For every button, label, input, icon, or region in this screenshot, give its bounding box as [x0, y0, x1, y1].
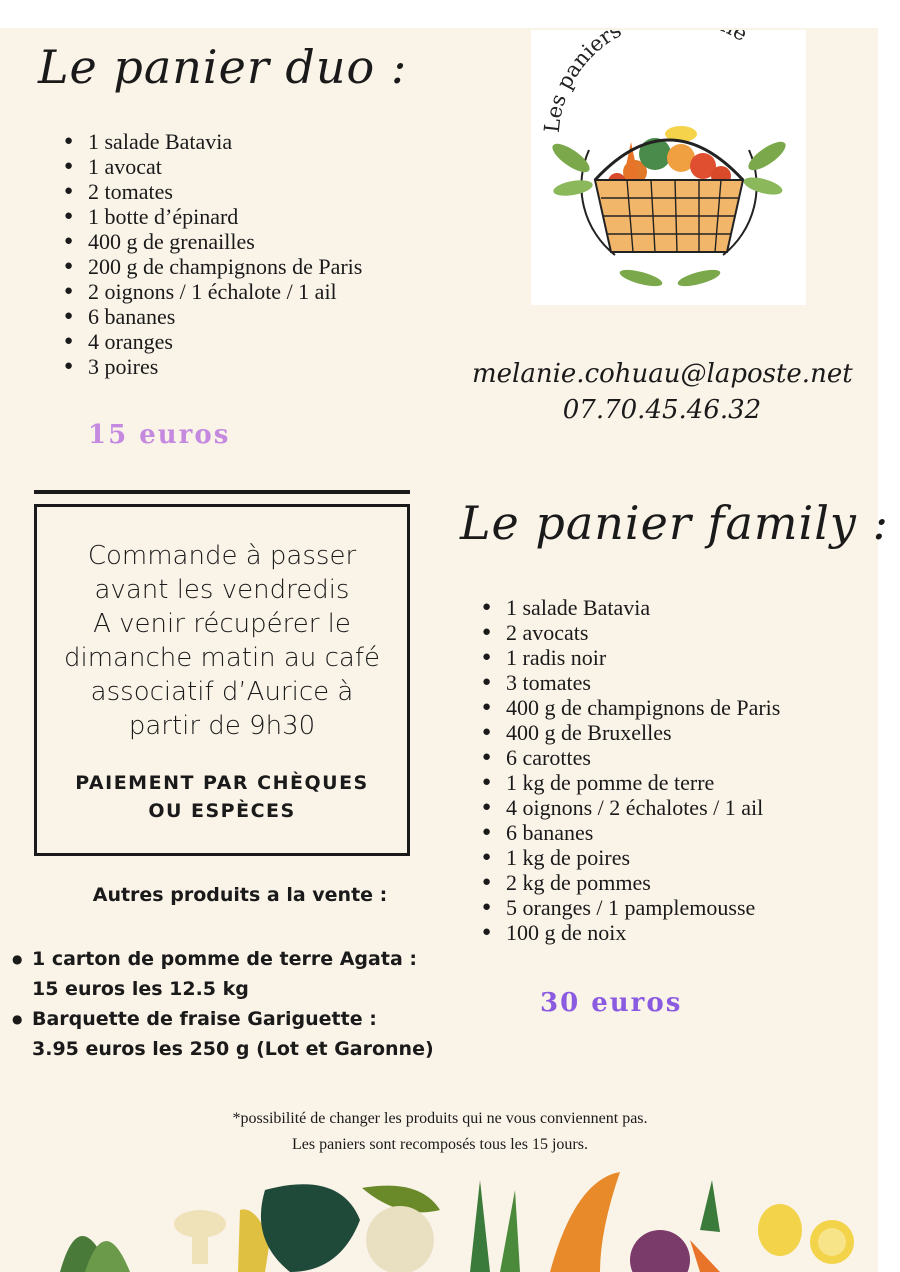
order-info-text — [37, 539, 407, 743]
panier-family-title: Le panier family : — [460, 496, 890, 550]
order-line: avant les vendredis — [94, 575, 350, 605]
order-line: Commande à passer — [87, 541, 357, 571]
list-item: ● 5 oranges / 1 pamplemousse — [506, 895, 780, 920]
product-name: ● Barquette de fraise Gariguette : — [32, 1008, 377, 1030]
product-price: 3.95 euros les 250 g (Lot et Garonne) — [32, 1038, 434, 1060]
list-item: ● 1 radis noir — [506, 645, 780, 670]
list-item: ● 2 avocats — [506, 620, 780, 645]
list-item: ● 6 carottes — [506, 745, 780, 770]
list-item: ● 1 kg de pomme de terre — [506, 770, 780, 795]
list-item: ● 1 avocat — [88, 154, 362, 179]
product-price: 15 euros les 12.5 kg — [32, 978, 249, 1000]
panier-duo-price: 15 euros — [88, 420, 231, 450]
order-line: associatif d’Aurice à — [90, 677, 354, 707]
list-item: ● 200 g de champignons de Paris — [88, 254, 362, 279]
panier-family-list — [482, 595, 780, 945]
list-item: ● 1 kg de poires — [506, 845, 780, 870]
list-item: ● 2 tomates — [88, 179, 362, 204]
contact-block — [472, 356, 852, 428]
order-info-box — [34, 504, 410, 856]
list-item: ● 4 oignons / 2 échalotes / 1 ail — [506, 795, 780, 820]
logo-text: Les paniers e — [539, 30, 752, 134]
list-item: ● 2 kg de pommes — [506, 870, 780, 895]
order-line: A venir récupérer le — [93, 609, 351, 639]
footnote — [0, 1106, 880, 1158]
list-item: ● 3 poires — [88, 354, 362, 379]
vegetable-basket-icon — [531, 30, 806, 305]
list-item: ● 100 g de noix — [506, 920, 780, 945]
list-item — [32, 944, 472, 1004]
other-products-title: Autres produits a la vente : — [92, 884, 388, 906]
list-item: ● 400 g de grenailles — [88, 229, 362, 254]
panier-family-price: 30 euros — [540, 988, 683, 1018]
contact-phone[interactable]: 07.70.45.46.32 — [562, 395, 762, 425]
product-name: ● 1 carton de pomme de terre Agata : — [32, 948, 417, 970]
list-item: ● 2 oignons / 1 échalote / 1 ail — [88, 279, 362, 304]
order-line: dimanche matin au café — [64, 643, 380, 673]
list-item: ● 6 bananes — [88, 304, 362, 329]
order-line: partir de 9h30 — [128, 711, 316, 741]
payment-line: OU ESPÈCES — [148, 800, 296, 822]
divider — [34, 490, 410, 494]
payment-info — [37, 769, 407, 825]
panier-duo-title: Le panier duo : — [38, 40, 408, 94]
list-item: ● 3 tomates — [506, 670, 780, 695]
other-products-list — [32, 944, 472, 1064]
list-item: ● 1 salade Batavia — [506, 595, 780, 620]
footnote-line: *possibilité de changer les produits qui ne vous conviennent pas. — [232, 1110, 648, 1127]
list-item: ● 1 botte d’épinard — [88, 204, 362, 229]
logo — [531, 30, 806, 305]
panier-duo-list — [64, 129, 362, 379]
vegetables-illustration-icon — [0, 1160, 878, 1272]
list-item: ● 6 bananes — [506, 820, 780, 845]
list-item: ● 1 salade Batavia — [88, 129, 362, 154]
payment-line: PAIEMENT PAR CHÈQUES — [75, 772, 369, 794]
list-item: ● 400 g de champignons de Paris — [506, 695, 780, 720]
list-item — [32, 1004, 472, 1064]
contact-email[interactable]: melanie.cohuau@laposte.net — [472, 359, 853, 389]
list-item: ● 4 oranges — [88, 329, 362, 354]
footnote-line: Les paniers sont recomposés tous les 15 jours. — [292, 1136, 588, 1153]
list-item: ● 400 g de Bruxelles — [506, 720, 780, 745]
